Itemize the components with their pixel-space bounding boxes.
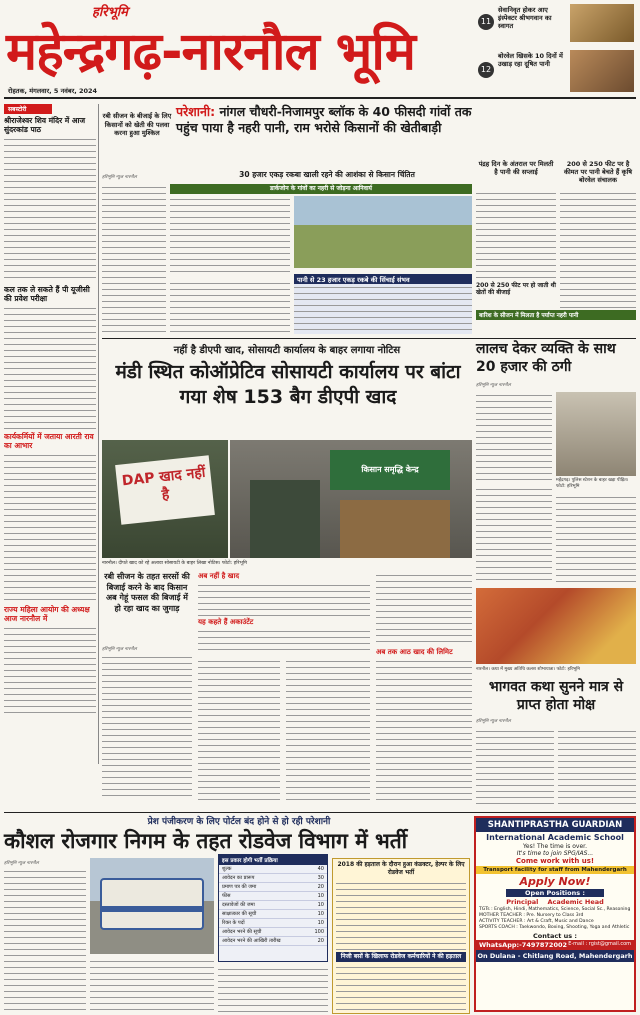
bhagwat-story	[476, 678, 636, 810]
fraud-photo	[556, 392, 636, 476]
left-headline-4: राज्य महिला आयोग की अध्यक्ष आज नारनौल में	[4, 605, 90, 623]
dap-body-6	[376, 572, 472, 646]
bottom-body-1	[4, 868, 86, 1014]
top-story-small-headline: रबी सीजन के बीजाई के लिए किसानों को खेती की पलवा करना हुआ मुश्किल	[102, 112, 172, 137]
bhagwat-caption: नारनौल। कथा में मुख्य अतिथि कलश शोभायात्रा। फोटो: हरिभूमि	[476, 667, 580, 672]
top-story-title: नांगल चौधरी-निजामपुर ब्लॉक के 40 फीसदी गांवों तक पहुंच पाया है नहरी पानी, राम भरोसे किसानों की खेतीबाड़ी	[176, 104, 472, 135]
dap-notice-text: DAP खाद नहीं है	[121, 464, 207, 504]
page-title: महेन्द्रगढ़-नारनौल भूमि	[6, 22, 415, 82]
section-rule-2	[4, 812, 636, 813]
top-story-body	[170, 196, 290, 276]
right-top-body-2	[560, 190, 636, 310]
process-table-label: प्रमाण पत्र की जमा	[222, 884, 257, 890]
bhagwat-byline: हरिभूमि न्यूज नारनौल	[476, 719, 511, 724]
fraud-headline: लालच देकर व्यक्ति के साथ 20 हजार की ठगी	[476, 341, 616, 375]
ad-address: On Dulana - Chitlang Road, Mahendergarh	[477, 952, 633, 960]
school-ad[interactable]	[474, 816, 636, 1012]
process-table-value: 100	[314, 929, 324, 935]
right-top-headline-1: पंद्रह दिन के अंतराल पर मिलती है पानी की सप्लाई	[478, 160, 554, 176]
right-top	[476, 160, 636, 336]
fraud-byline: हरिभूमि न्यूज नारनौल	[476, 383, 511, 388]
ad-position-line: SPORTS COACH : Taekwondo, Boxing, Shooting, Yoga and Athletic	[479, 925, 630, 930]
promo-1-text: सेवानिवृत होकर आए इंस्पेक्टर श्रीभगवान का स्वागत	[498, 6, 552, 30]
process-table-value: 20	[317, 938, 324, 944]
process-table-label: रिक्त के पदों	[222, 920, 245, 926]
promo-2-number: 12	[478, 62, 494, 78]
process-table	[218, 854, 328, 962]
strike-box-body-2	[336, 964, 466, 1012]
process-table-row	[219, 865, 327, 874]
strike-box-title-2: निजी बसों के खिलाफ रोडवेज कर्मचारियों ने की हड़ताल	[336, 952, 466, 962]
ad-school-sub: International Academic School	[486, 833, 624, 842]
process-table-label: आवेदन का प्रारूप	[222, 875, 255, 881]
top-story-lead-body	[102, 184, 166, 334]
top-story-field-photo	[294, 196, 472, 268]
ad-school-name: SHANTIPRASTHA GUARDIAN	[476, 818, 634, 832]
dap-notice-paper	[115, 455, 215, 524]
strike-box-title: 2018 की हड़ताल के दौरान हुआ कंडक्टर, हेल्पर के लिए रोडवेज भर्ती	[337, 861, 465, 876]
ad-email[interactable]: E-mail : rgist@gmail.com	[568, 941, 631, 947]
top-story-sidebar-headline: पानी से 23 हजार एकड़ रकबे की सिंचाई संभव	[294, 274, 472, 285]
process-table-rows	[219, 865, 327, 946]
right-top-headline-3: 200 से 250 फीट पर है कीमत पर पानी बेचते हैं कृषि बोरवेल संचालक	[563, 160, 633, 184]
right-top-headline-2: 200 से 250 फीट पर हो जाती थी खेतों की बीजाई	[476, 282, 556, 296]
bhagwat-headline: भागवत कथा सुनने मात्र से प्राप्त होता मोक्ष	[488, 679, 624, 713]
process-table-row	[219, 919, 327, 928]
process-table-value: 20	[317, 884, 324, 890]
bhagwat-body-2	[558, 728, 636, 808]
dap-photo-center	[230, 440, 472, 558]
fraud-body-1	[476, 392, 552, 482]
dap-caption: नारनौल। दीपते खाद को रहे अलावा सोसायटी के बाहर लिखा नोटिस। फोटो: हरिभूमि	[102, 561, 247, 566]
ad-position-line: TGTs : English, Hindi, Mathematics, Science, Social Sc., Reasoning	[479, 907, 631, 912]
dap-sub-1: अब नहीं है खाद	[198, 572, 240, 580]
ad-position-line: ACTIVITY TEACHER : Art & Craft, Music and Dance	[479, 919, 594, 924]
process-table-value: 10	[317, 893, 324, 899]
left-headline-2: कल तक ले सकते हैं पी यूजीसी की प्रवेश परीक्षा	[4, 285, 90, 303]
top-story-kicker: परेशानी:	[176, 104, 216, 119]
dap-side-headline: रबी सीजन के तहत सरसों की बिजाई करने के बाद किसान अब गेहूं फसल की बिजाई में हो रहा खाद का जुगाड़	[104, 572, 190, 613]
process-table-label: शुल्क	[222, 866, 232, 872]
dap-byline: हरिभूमि न्यूज नारनौल	[102, 647, 137, 652]
bottom-headline: कौशल रोजगार निगम के तहत रोडवेज विभाग में भर्ती	[4, 829, 408, 853]
process-table-value: 10	[317, 911, 324, 917]
ad-open-positions: Open Positions :	[506, 889, 604, 897]
bottom-kicker: प्रेश पंजीकरण के लिए पोर्टल बंद होने से हो रही परेशानी	[147, 817, 331, 827]
ad-contact-label: Contact us :	[533, 932, 577, 940]
process-table-label: फीस	[222, 893, 231, 899]
top-story-sidebar-body	[294, 284, 472, 334]
promo-2-text: बोरवेल खिसके 10 दिनों में उखाड़ रहा दूषित पानी	[498, 52, 563, 68]
top-story	[102, 104, 472, 334]
bhagwat-photo	[476, 588, 636, 664]
ad-tagline-3: Come work with us!	[515, 857, 595, 865]
brand-name: हरिभूमि	[92, 5, 128, 20]
process-table-label: साक्षात्कार की सूची	[222, 911, 257, 917]
bus-body	[100, 878, 204, 930]
left-column	[4, 104, 96, 764]
process-table-row	[219, 874, 327, 883]
fraud-body-3	[556, 494, 636, 582]
masthead	[0, 0, 640, 98]
top-story-headline	[176, 104, 472, 136]
process-table-label: दस्तावेजों की जमा	[222, 902, 255, 908]
right-top-band: बारिश के सीजन में मिलता है पर्याप्त नहरी पानी	[476, 310, 636, 320]
dap-photo-notice	[102, 440, 228, 558]
right-top-body-1	[476, 190, 556, 280]
promo-1[interactable]	[478, 4, 636, 44]
dap-center-door	[250, 480, 320, 558]
promo-2-photo	[570, 50, 634, 92]
left-body-2	[4, 305, 96, 429]
strike-box	[332, 858, 470, 1014]
promo-1-number: 11	[478, 14, 494, 30]
left-body-4	[4, 625, 96, 715]
process-table-row	[219, 910, 327, 919]
top-story-body-2	[170, 280, 290, 334]
process-table-label: आवेदन भरने की आखिरी तारीख	[222, 938, 281, 944]
top-story-byline: हरिभूमि न्यूज नारनौल	[102, 175, 137, 180]
dap-kicker: नहीं है डीएपी खाद, सोसायटी कार्यालय के बाहर लगाया नोटिस	[173, 345, 401, 356]
bus-photo	[90, 858, 214, 954]
bus-stripe	[102, 906, 202, 912]
left-headline-1: श्रीराजेश्वर शिव मंदिर में आज सुंदरकांड पाठ	[4, 116, 86, 134]
fraud-body-2	[476, 486, 552, 582]
dap-center-sign-text: किसान समृद्धि केन्द्र	[361, 465, 419, 474]
dap-body-4	[198, 658, 280, 800]
dap-center-counter	[340, 500, 450, 558]
ad-tagline-1: Yes! The time is over.	[523, 843, 587, 850]
dap-body-7	[376, 658, 472, 800]
dap-body-1	[102, 654, 192, 800]
ad-position-line: MOTHER TEACHER : Pre. Nursery to Class 3rd	[479, 913, 584, 918]
left-body-1	[4, 136, 96, 282]
dap-story	[102, 340, 472, 810]
section-rule-1	[102, 338, 636, 339]
bottom-body-2	[90, 958, 214, 1014]
bottom-body-3	[218, 966, 328, 1014]
dap-headline: मंडी स्थित कोऑप्रेटिव सोसायटी कार्यालय पर बांटा गया शेष 153 बैग डीएपी खाद	[115, 361, 461, 408]
dap-center-sign	[330, 450, 450, 490]
process-table-row	[219, 928, 327, 937]
dateline: रोहतक, मंगलवार, 5 नवंबर, 2024	[8, 87, 98, 95]
ad-whatsapp[interactable]: WhatsApp:-7497872002	[479, 941, 568, 949]
promo-1-photo	[570, 4, 634, 42]
ad-lines	[476, 906, 634, 932]
fraud-caption: महेंद्रगढ़। पुलिस स्टेशन के बाहर खड़ा पीड़ित। फोटो: हरिभूमि	[556, 478, 629, 489]
process-table-value: 40	[317, 866, 324, 872]
dap-body-5	[286, 658, 370, 800]
ad-apply[interactable]: Apply Now!	[519, 875, 591, 888]
strike-box-body-1	[336, 880, 466, 950]
ad-transport-bar: Transport facility for staff from Mahendergarh	[476, 866, 634, 874]
process-table-row	[219, 883, 327, 892]
process-table-value: 10	[317, 902, 324, 908]
dap-sub-2: यह कहते हैं अकाउंटेंट	[198, 618, 254, 626]
masthead-rule	[4, 97, 636, 99]
dap-body-2	[198, 582, 370, 616]
ad-roles: Principal Academic Head	[506, 898, 604, 906]
top-story-subheadline: 30 हजार एकड़ रकबा खाली रहने की आशंका से किसान चिंतित	[239, 170, 415, 179]
bottom-story	[4, 814, 470, 1014]
left-column-divider	[98, 104, 99, 764]
process-table-row	[219, 937, 327, 946]
promo-2[interactable]	[478, 50, 636, 94]
dap-body-3	[198, 628, 370, 654]
process-table-row	[219, 901, 327, 910]
left-body-3	[4, 452, 96, 602]
ad-tagline-2: It's time to join SPG/IAS...	[516, 850, 594, 857]
process-table-value: 30	[317, 875, 324, 881]
section-tag: सबस्टोरी	[4, 104, 52, 114]
left-headline-3: कार्यकर्मियों में जताया आरती राव का आभार	[4, 432, 94, 450]
process-table-title: इस प्रकार होगी भर्ती प्रक्रिया	[219, 855, 327, 865]
top-story-band: डार्कजोन के गांवों का नहरी से जोड़ना आनिवार्य	[170, 184, 472, 194]
process-table-row	[219, 892, 327, 901]
dap-sub-3: अब तक आठ खाद की लिमिट	[376, 648, 453, 656]
bhagwat-body-1	[476, 728, 554, 808]
bottom-byline: हरिभूमि न्यूज नारनौल	[4, 861, 39, 866]
process-table-value: 10	[317, 920, 324, 926]
ad-contact-row	[476, 940, 634, 950]
process-table-label: आवेदन भरने की सूची	[222, 929, 262, 935]
fraud-story	[476, 340, 636, 670]
